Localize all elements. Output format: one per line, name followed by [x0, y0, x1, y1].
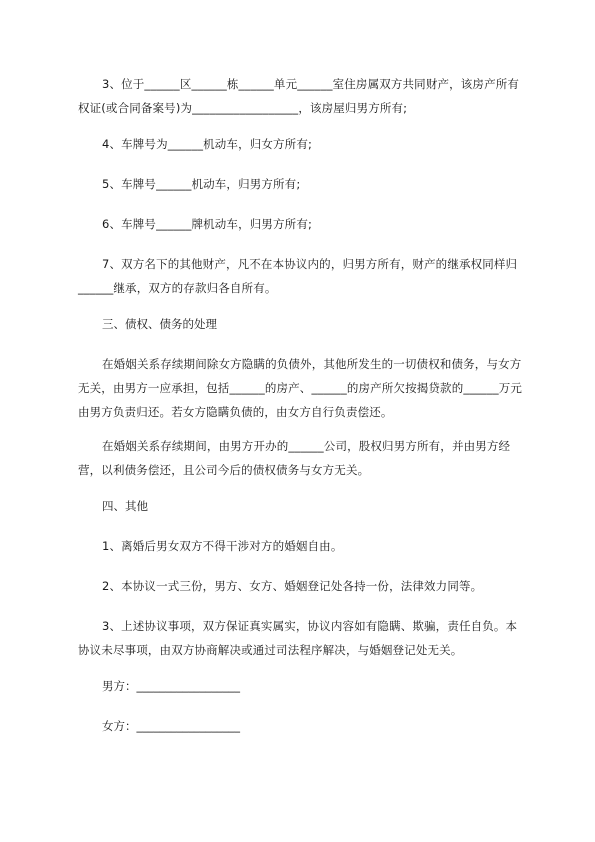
female-signature-line: 女方：__________________	[102, 719, 240, 733]
debt-paragraph-2: 在婚姻关系存续期间，由男方开办的______公司，股权归男方所有，并由男方经营，以利债务偿还，且公司今后的债权债务与女方无关。	[78, 439, 511, 477]
clause-6-vehicle: 6、车牌号______牌机动车，归男方所有;	[102, 217, 312, 231]
clause-3-property: 3、位于______区______栋______单元______室住房属双方共同财产，该房产所有权证(或合同备案号)为__________________，该房屋归男方所有;	[78, 77, 520, 115]
clause-7-other-property: 7、双方名下的其他财产，凡不在本协议内的，归男方所有，财产的继承权同样归______继承，双方的存款归各自所有。	[78, 257, 518, 295]
male-signature-line: 男方：__________________	[102, 679, 240, 693]
other-clause-2: 2、本协议一式三份，男方、女方、婚姻登记处各持一份，法律效力同等。	[102, 579, 483, 593]
clause-5-vehicle: 5、车牌号______机动车，归男方所有;	[102, 177, 301, 191]
section-heading-debts: 三、债权、债务的处理	[102, 317, 217, 331]
other-clause-3: 3、上述协议事项，双方保证真实属实，协议内容如有隐瞒、欺骗，责任自负。本协议未尽事项，由双方协商解决或通过司法程序解决，与婚姻登记处无关。	[78, 619, 518, 657]
other-clause-1: 1、离婚后男女双方不得干涉对方的婚姻自由。	[102, 539, 343, 553]
clause-4-vehicle: 4、车牌号为______机动车，归女方所有;	[102, 137, 312, 151]
section-heading-other: 四、其他	[102, 499, 148, 513]
debt-paragraph-1: 在婚姻关系存续期间除女方隐瞒的负债外，其他所发生的一切债权和债务，与女方无关，由男方一应承担，包括______的房产、______的房产所欠按揭贷款的______万元由男方负责归还。若女方隐瞒负债的，由女方自行负责偿还。	[78, 357, 523, 419]
